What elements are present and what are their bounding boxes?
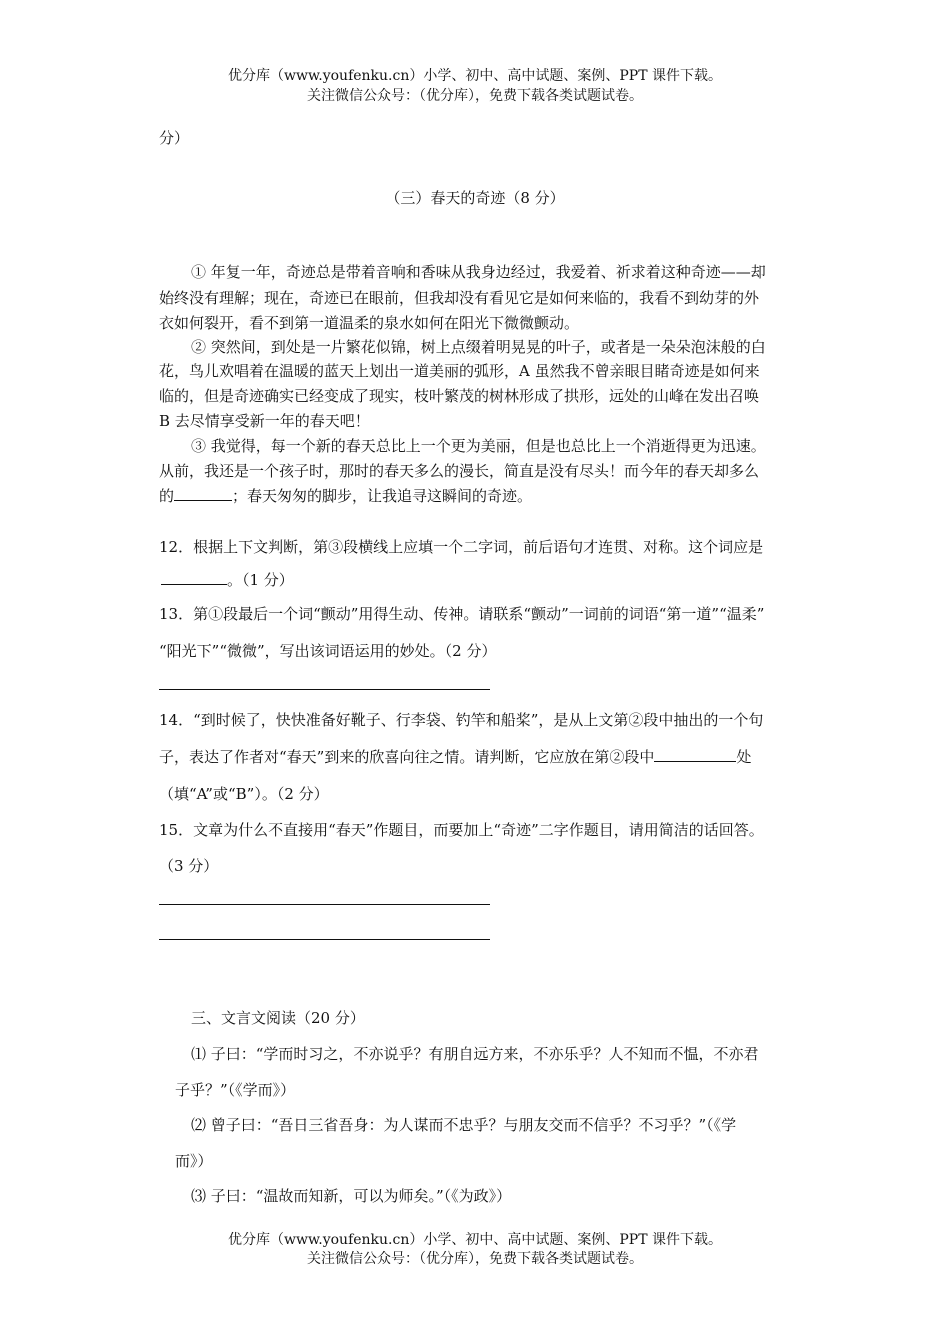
- classical-item1-line2: 子乎？”（《学而》）: [175, 1081, 296, 1099]
- q13-line2: “阳光下”“微微”，写出该词语运用的妙处。（2 分）: [159, 642, 497, 660]
- passage-p3-line2: 从前，我还是一个孩子时，那时的春天多么的漫长，简直是没有尽头！而今年的春天却多么: [159, 462, 760, 480]
- classical-item1-line1: ⑴ 子曰：“学而时习之，不亦说乎？有朋自远方来，不亦乐乎？人不知而不愠，不亦君: [191, 1045, 759, 1063]
- q13-line1: 13．第①段最后一个词“颤动”用得生动、传神。请联系“颤动”一词前的词语“第一道”“温柔”: [159, 605, 765, 623]
- q15-answer-line-1[interactable]: [159, 904, 490, 905]
- q12-answer-blank[interactable]: [161, 570, 227, 585]
- top-fragment: 分）: [159, 129, 190, 147]
- q14-line2: 子，表达了作者对“春天”到来的欣喜向往之情。请判断，它应放在第②段中 处: [159, 748, 752, 766]
- passage-p3-line1: ③ 我觉得，每一个新的春天总比上一个更为美丽，但是也总比上一个消逝得更为迅速。: [191, 437, 766, 455]
- passage-p1-line1: ① 年复一年，奇迹总是带着音响和香味从我身边经过，我爱着、祈求着这种奇迹——却: [191, 263, 766, 281]
- blank-p3[interactable]: [174, 486, 232, 501]
- passage-p2-line3: 临的，但是奇迹确实已经变成了现实，枝叶繁茂的树林形成了拱形，远处的山峰在发出召唤: [159, 387, 760, 405]
- passage-p1-line2: 始终没有理解；现在，奇迹已在眼前，但我却没有看见它是如何来临的，我看不到幼芽的外: [159, 289, 760, 307]
- passage-p2-line1: ② 突然间，到处是一片繁花似锦，树上点缀着明晃晃的叶子，或者是一朵朵泡沫般的白: [191, 338, 766, 356]
- passage-p3-line3: 的 ；春天匆匆的脚步，让我追寻这瞬间的奇迹。: [159, 487, 533, 505]
- q12-line1: 12．根据上下文判断，第③段横线上应填一个二字词，前后语句才连贯、对称。这个词应是: [159, 538, 764, 556]
- classical-title: 三、文言文阅读（20 分）: [191, 1009, 365, 1027]
- q14-line1: 14．“到时候了，快快准备好靴子、行李袋、钓竿和船桨”，是从上文第②段中抽出的一个句: [159, 711, 764, 729]
- q15-line1: 15．文章为什么不直接用“春天”作题目，而要加上“奇迹”二字作题目，请用简洁的话回答。: [159, 821, 764, 839]
- q12-line2: 。（1 分）: [159, 569, 294, 590]
- passage-p1-line3: 衣如何裂开，看不到第一道温柔的泉水如何在阳光下微微颤动。: [159, 314, 580, 332]
- header-line-2: 关注微信公众号：（优分库），免费下载各类试题试卷。: [307, 88, 643, 104]
- header-line-1: 优分库（www.youfenku.cn）小学、初中、高中试题、案例、PPT 课件下载。: [227, 68, 722, 84]
- passage-p2-line4: B 去尽情享受新一年的春天吧！: [159, 412, 370, 430]
- q14-answer-blank[interactable]: [654, 747, 736, 762]
- section-title: （三）春天的奇迹（8 分）: [385, 189, 565, 207]
- q15-answer-line-2[interactable]: [159, 939, 490, 940]
- q15-line2: （3 分）: [159, 857, 219, 875]
- classical-item2-line1: ⑵ 曾子曰：“吾日三省吾身：为人谋而不忠乎？与朋友交而不信乎？不习乎？”（《学: [191, 1116, 737, 1134]
- footer-line-2: 关注微信公众号：（优分库），免费下载各类试题试卷。: [307, 1251, 643, 1267]
- q13-answer-line[interactable]: [159, 689, 490, 690]
- q14-line3: （填“A”或“B”）。（2 分）: [159, 785, 329, 803]
- passage-p2-line2: 花，鸟儿欢唱着在温暖的蓝天上划出一道美丽的弧形，A 虽然我不曾亲眼目睹奇迹是如何来: [159, 362, 760, 380]
- classical-item2-line2: 而》）: [175, 1152, 213, 1170]
- footer-line-1: 优分库（www.youfenku.cn）小学、初中、高中试题、案例、PPT 课件下载。: [227, 1232, 722, 1248]
- classical-item3-line1: ⑶ 子曰：“温故而知新，可以为师矣。”（《为政》）: [191, 1187, 512, 1205]
